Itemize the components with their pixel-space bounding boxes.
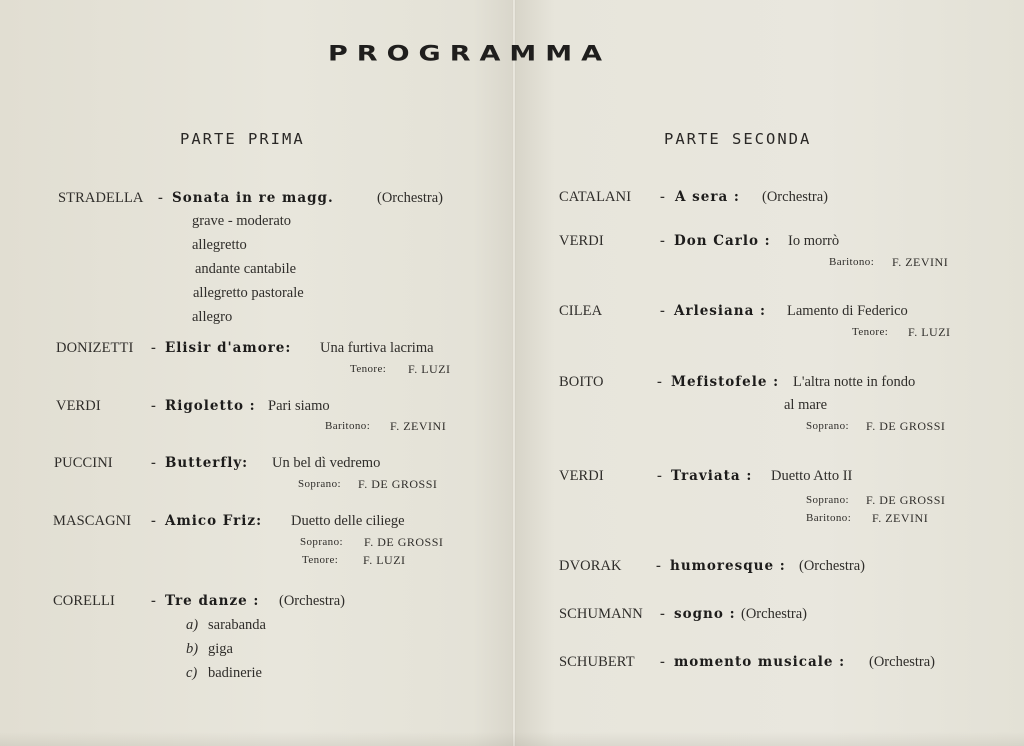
composer-cilea: CILEA (559, 303, 603, 319)
separator-dash: - (657, 374, 662, 390)
parte-seconda-heading: PARTE SECONDA (664, 130, 812, 148)
dance-name: badinerie (208, 665, 262, 681)
movement-item: grave - moderato (192, 213, 292, 229)
composer-schumann: SCHUMANN (559, 606, 643, 622)
work-description: Duetto Atto II (771, 468, 853, 484)
performer-name: F. LUZI (363, 553, 406, 567)
performer-name: F. LUZI (408, 362, 451, 376)
performer-role: Soprano: (300, 536, 343, 548)
composer-catalani: CATALANI (559, 189, 632, 205)
work-description: (Orchestra) (762, 189, 829, 205)
work-description: (Orchestra) (869, 654, 936, 670)
performer-role: Soprano: (806, 420, 849, 432)
work-description-continued: al mare (784, 397, 828, 413)
work-title: Elisir d'amore: (165, 340, 292, 356)
separator-dash: - (151, 593, 156, 609)
dance-letter: c) (186, 665, 198, 681)
performer-name: F. ZEVINI (390, 419, 447, 433)
work-description: (Orchestra) (279, 593, 346, 609)
composer-mascagni: MASCAGNI (53, 513, 132, 529)
programme-title: PROGRAMMA (328, 42, 612, 67)
separator-dash: - (660, 233, 665, 249)
work-description: (Orchestra) (741, 606, 808, 622)
work-title: Sonata in re magg. (172, 190, 334, 206)
work-title: Arlesiana : (674, 303, 767, 319)
composer-verdi: VERDI (559, 233, 604, 249)
movement-item: allegro (192, 309, 233, 325)
composer-dvorak: DVORAK (559, 558, 622, 574)
parte-prima-heading: PARTE PRIMA (180, 130, 305, 148)
performer-name: F. LUZI (908, 325, 951, 339)
composer-schubert: SCHUBERT (559, 654, 635, 670)
separator-dash: - (660, 606, 665, 622)
performer-name: F. ZEVINI (872, 511, 929, 525)
work-title: Amico Friz: (165, 513, 263, 529)
composer-donizetti: DONIZETTI (56, 340, 134, 356)
work-title: Traviata : (671, 468, 753, 484)
dance-name: sarabanda (208, 617, 266, 633)
performer-name: F. ZEVINI (892, 255, 949, 269)
work-title: Don Carlo : (674, 233, 771, 249)
work-title: Butterfly: (165, 455, 249, 471)
performer-name: F. DE GROSSI (358, 477, 438, 491)
performer-role: Soprano: (298, 478, 341, 490)
work-title: Rigoletto : (165, 398, 256, 414)
work-title: Tre danze : (165, 593, 260, 609)
work-description: (Orchestra) (377, 190, 444, 206)
work-description: L'altra notte in fondo (793, 374, 916, 390)
separator-dash: - (660, 303, 665, 319)
work-description: Io morrò (788, 233, 840, 249)
performer-role: Tenore: (350, 363, 387, 375)
work-title: momento musicale : (674, 654, 846, 670)
separator-dash: - (158, 190, 163, 206)
performer-role: Baritono: (806, 512, 852, 524)
work-description: Lamento di Federico (787, 303, 908, 319)
work-title: Mefistofele : (671, 374, 780, 390)
work-title: A sera : (675, 189, 740, 205)
separator-dash: - (151, 340, 156, 356)
composer-corelli: CORELLI (53, 593, 115, 609)
separator-dash: - (151, 513, 156, 529)
performer-name: F. DE GROSSI (364, 535, 444, 549)
composer-stradella: STRADELLA (58, 190, 144, 206)
right-page (514, 0, 1024, 746)
separator-dash: - (151, 398, 156, 414)
work-title: sogno : (674, 606, 736, 622)
performer-role: Soprano: (806, 494, 849, 506)
dance-letter: b) (186, 641, 199, 657)
separator-dash: - (660, 189, 665, 205)
dance-letter: a) (186, 617, 199, 633)
composer-puccini: PUCCINI (54, 455, 113, 471)
work-description: Duetto delle ciliege (291, 513, 405, 529)
page-shadow (0, 732, 1024, 746)
movement-item: allegretto (192, 237, 247, 253)
work-title: humoresque : (670, 558, 786, 574)
separator-dash: - (151, 455, 156, 471)
separator-dash: - (656, 558, 661, 574)
performer-role: Baritono: (829, 256, 875, 268)
movement-item: andante cantabile (195, 261, 297, 277)
performer-name: F. DE GROSSI (866, 419, 946, 433)
performer-role: Tenore: (852, 326, 889, 338)
page-fold (512, 0, 516, 746)
work-description: (Orchestra) (799, 558, 866, 574)
separator-dash: - (657, 468, 662, 484)
performer-role: Baritono: (325, 420, 371, 432)
work-description: Una furtiva lacrima (320, 340, 434, 356)
composer-verdi: VERDI (56, 398, 101, 414)
performer-name: F. DE GROSSI (866, 493, 946, 507)
dance-name: giga (208, 641, 233, 657)
composer-boito: BOITO (559, 374, 604, 390)
separator-dash: - (660, 654, 665, 670)
work-description: Un bel dì vedremo (272, 455, 381, 471)
performer-role: Tenore: (302, 554, 339, 566)
work-description: Pari siamo (268, 398, 330, 414)
composer-verdi: VERDI (559, 468, 604, 484)
movement-item: allegretto pastorale (193, 285, 304, 301)
